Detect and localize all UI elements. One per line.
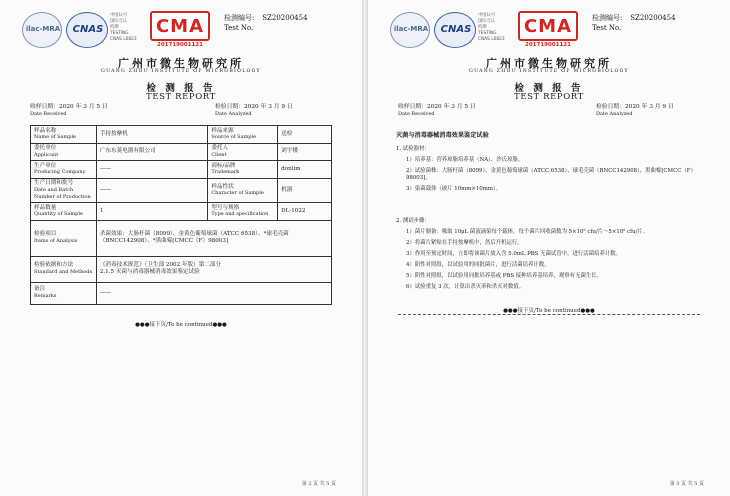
cell-label <box>31 161 97 179</box>
label-cn: 检验项目 <box>34 231 57 238</box>
standard-value <box>96 256 331 282</box>
cma-text: CMA <box>523 16 573 37</box>
table-row <box>31 161 332 179</box>
label-en: Items of Analysis <box>34 238 78 245</box>
cell-value: donlim <box>278 161 332 179</box>
test-number-value: SZ20200454 <box>262 14 308 22</box>
report-page-3 <box>368 0 730 496</box>
items-of-analysis-value: 杀菌效果：大肠杆菌（8099）、金黄色葡萄球菌（ATCC 6538）、*球毛壳菌（BNCC142908）、*黑曲霉[CMCC（F）98003] <box>96 220 331 256</box>
cell-label <box>208 143 278 161</box>
label-en: Producing Company <box>34 169 86 176</box>
date-analyzed-en: Date Analyzed <box>596 111 633 117</box>
cnas-logo-icon <box>66 12 108 48</box>
cnas-text: CNAS <box>72 24 104 35</box>
cell-value: 手持按摩机 <box>96 126 207 144</box>
label-en: Character of Sample <box>211 190 264 197</box>
cell-label <box>208 203 278 221</box>
ilac-mra-logo-icon <box>22 12 62 48</box>
cell-label <box>208 126 278 144</box>
accreditation-logos <box>22 10 222 50</box>
label-cn: 委托人 <box>211 145 229 152</box>
equipment-heading: 1. 试验器材： <box>396 146 430 152</box>
cnas-logo-icon <box>434 12 476 48</box>
table-row <box>31 178 332 202</box>
step-item: 5）阴性对照组，以试验用同批培养基或 PBS 接种培养基培养，观察有无菌生长。 <box>406 273 603 279</box>
sample-info-table <box>30 125 332 305</box>
label-cn: 检验依据和方法 <box>34 262 74 269</box>
step-item: 4）阳性对照组，以试验用的同批菌片，进行活菌培养计数。 <box>406 262 550 268</box>
cnas-line: 中国认可 <box>478 13 496 18</box>
step-item: 1）菌片制备：吸取 10μL 菌液滴染每个载体，每个菌片回收菌数为 5×10⁵ cfu/片～5×10⁶ cfu/片。 <box>406 229 649 235</box>
cma-number: 201719001121 <box>525 42 571 48</box>
continued-note: ●●●接下页/To be continued●●● <box>135 322 227 328</box>
label-cn: 商标/品牌 <box>211 162 236 169</box>
cnas-line: 中国认可 <box>110 13 128 18</box>
cell-value: —— <box>96 178 207 202</box>
label-en: Source of Sample <box>211 134 257 141</box>
step-item: 6）试验重复 3 次，计算出杀灭率和杀灭对数值。 <box>406 284 525 290</box>
ilac-text: ilac-MRA <box>25 25 61 33</box>
label-cn: 生产日期和批号 <box>34 180 74 187</box>
date-received-en: Date Received <box>30 111 67 117</box>
cell-label <box>31 220 97 256</box>
date-received <box>398 104 476 118</box>
step-item: 3）作用至预定时间，立即将该菌片放入含 5.0mL PBS 无菌试管中，进行活菌培养计数。 <box>406 251 622 257</box>
cell-label <box>31 203 97 221</box>
cma-number: 201719001121 <box>157 42 203 48</box>
test-number-value: SZ20200454 <box>630 14 676 22</box>
table-row-items <box>31 220 332 256</box>
cell-value: —— <box>96 161 207 179</box>
report-page-2 <box>0 0 362 496</box>
page-footer: 第 2 页 共 5 页 <box>301 481 336 487</box>
date-analyzed-cn: 检验日期：2020 年 3 月 9 日 <box>596 104 674 110</box>
test-number-label: 检测编号: <box>592 14 623 22</box>
test-number-en-label: Test No. <box>592 24 622 32</box>
cell-label <box>31 178 97 202</box>
cell-label <box>208 161 278 179</box>
cell-value: 1 <box>96 203 207 221</box>
cell-label <box>208 178 278 202</box>
cell-value: 送检 <box>278 126 332 144</box>
page-footer: 第 3 页 共 5 页 <box>669 481 704 487</box>
label-en: Remarks <box>34 293 57 300</box>
table-row-remarks <box>31 282 332 304</box>
cell-value: 刘宇楼 <box>278 143 332 161</box>
date-received <box>30 104 108 118</box>
label-en: Client <box>211 151 227 158</box>
report-title: 检 测 报 告 <box>146 83 216 94</box>
institute-name: 广州市微生物研究所 <box>486 57 612 70</box>
cell-value: 广东东菱电器有限公司 <box>96 143 207 161</box>
date-received-cn: 收样日期：2020 年 3 月 5 日 <box>398 104 476 110</box>
label-cn: 样品来源 <box>211 127 234 134</box>
cnas-line: CNAS L6823 <box>110 37 137 42</box>
report-title: 检 测 报 告 <box>514 83 584 94</box>
label-en: Quantity of Sample <box>34 211 83 218</box>
cell-label <box>31 143 97 161</box>
standard-line: 《消毒技术规范》（卫生部 2002 年版）第二部分 <box>99 262 222 269</box>
label-cn: 样品性状 <box>211 183 234 190</box>
steps-section <box>396 218 708 291</box>
continued-note: ●●●接下页/To be continued●●● <box>503 308 595 314</box>
label-en: Applicant <box>34 151 59 158</box>
table-row-standard <box>31 256 332 282</box>
institute-name-en: GUANG ZHOU INSTITUTE OF MICROBIOLOGY <box>469 69 629 74</box>
date-received-en: Date Received <box>398 111 435 117</box>
equipment-section <box>396 146 708 193</box>
label-cn: 备注 <box>34 286 46 293</box>
cnas-line: TESTING <box>110 31 129 36</box>
cell-label <box>31 282 97 304</box>
equipment-item: 2）试验菌株：大肠杆菌（8099）、金黄色葡萄球菌（ATCC 6538）、球毛壳菌（BNCC142908）、黑曲霉[CMCC（F）98003]。 <box>406 168 696 181</box>
institute-name-en: GUANG ZHOU INSTITUTE OF MICROBIOLOGY <box>101 69 261 74</box>
date-analyzed <box>215 104 293 118</box>
label-cn: 样品数量 <box>34 204 57 211</box>
label-en: Trademark <box>211 169 240 176</box>
label-en: Date and Batch Number of Production <box>34 187 91 200</box>
table-row <box>31 143 332 161</box>
accreditation-logos <box>390 10 590 50</box>
cell-value: 机器 <box>278 178 332 202</box>
cnas-line: 检测 <box>110 25 119 30</box>
institute-name: 广州市微生物研究所 <box>118 57 244 70</box>
label-en: Standard and Methods <box>34 269 93 276</box>
cnas-line: CNAS L6823 <box>478 37 505 42</box>
test-number <box>224 13 308 33</box>
cnas-line: TESTING <box>478 31 497 36</box>
table-row <box>31 203 332 221</box>
date-analyzed <box>596 104 674 118</box>
label-cn: 委托单位 <box>34 145 57 152</box>
cnas-caption <box>478 13 514 43</box>
label-en: Type and specification <box>211 211 269 218</box>
test-number-label: 检测编号: <box>224 14 255 22</box>
date-analyzed-en: Date Analyzed <box>215 111 252 117</box>
equipment-item: 1）培养基：营养琼脂培养基（NA）、沙氏琼脂。 <box>406 157 524 163</box>
equipment-item: 3）染菌载体（玻片 10mm×10mm）。 <box>406 186 502 192</box>
test-number <box>592 13 676 33</box>
ilac-mra-logo-icon <box>390 12 430 48</box>
label-cn: 型号与规格 <box>211 204 240 211</box>
cma-logo-icon <box>150 11 210 41</box>
cnas-line: 检测 <box>478 25 487 30</box>
label-cn: 生产单位 <box>34 162 57 169</box>
date-analyzed-cn: 检验日期：2020 年 3 月 9 日 <box>215 104 293 110</box>
label-cn: 样品名称 <box>34 127 57 134</box>
cell-label <box>31 126 97 144</box>
cnas-line: 国际互认 <box>478 19 496 24</box>
report-title-en: TEST REPORT <box>146 92 216 102</box>
table-row <box>31 126 332 144</box>
cell-value: DL-1022 <box>278 203 332 221</box>
cma-text: CMA <box>155 16 205 37</box>
label-en: Name of Sample <box>34 134 77 141</box>
steps-heading: 2. 测试步骤： <box>396 218 430 224</box>
cnas-caption <box>110 13 146 43</box>
report-title-en: TEST REPORT <box>514 92 584 102</box>
remarks-value: —— <box>96 282 331 304</box>
standard-line: 2.1.5 灭菌与消毒器械消毒效果鉴定试验 <box>99 269 200 276</box>
cell-label <box>31 256 97 282</box>
date-received-cn: 收样日期：2020 年 3 月 5 日 <box>30 104 108 110</box>
divider-line <box>398 314 700 315</box>
cnas-line: 国际互认 <box>110 19 128 24</box>
step-item: 2）将菌片紧贴在手持按摩机中，然后开机运行。 <box>406 240 523 246</box>
cma-logo-icon <box>518 11 578 41</box>
section-title: 灭菌与消毒器械消毒效果鉴定试验 <box>396 132 489 139</box>
test-number-en-label: Test No. <box>224 24 254 32</box>
cnas-text: CNAS <box>440 24 472 35</box>
ilac-text: ilac-MRA <box>393 25 429 33</box>
